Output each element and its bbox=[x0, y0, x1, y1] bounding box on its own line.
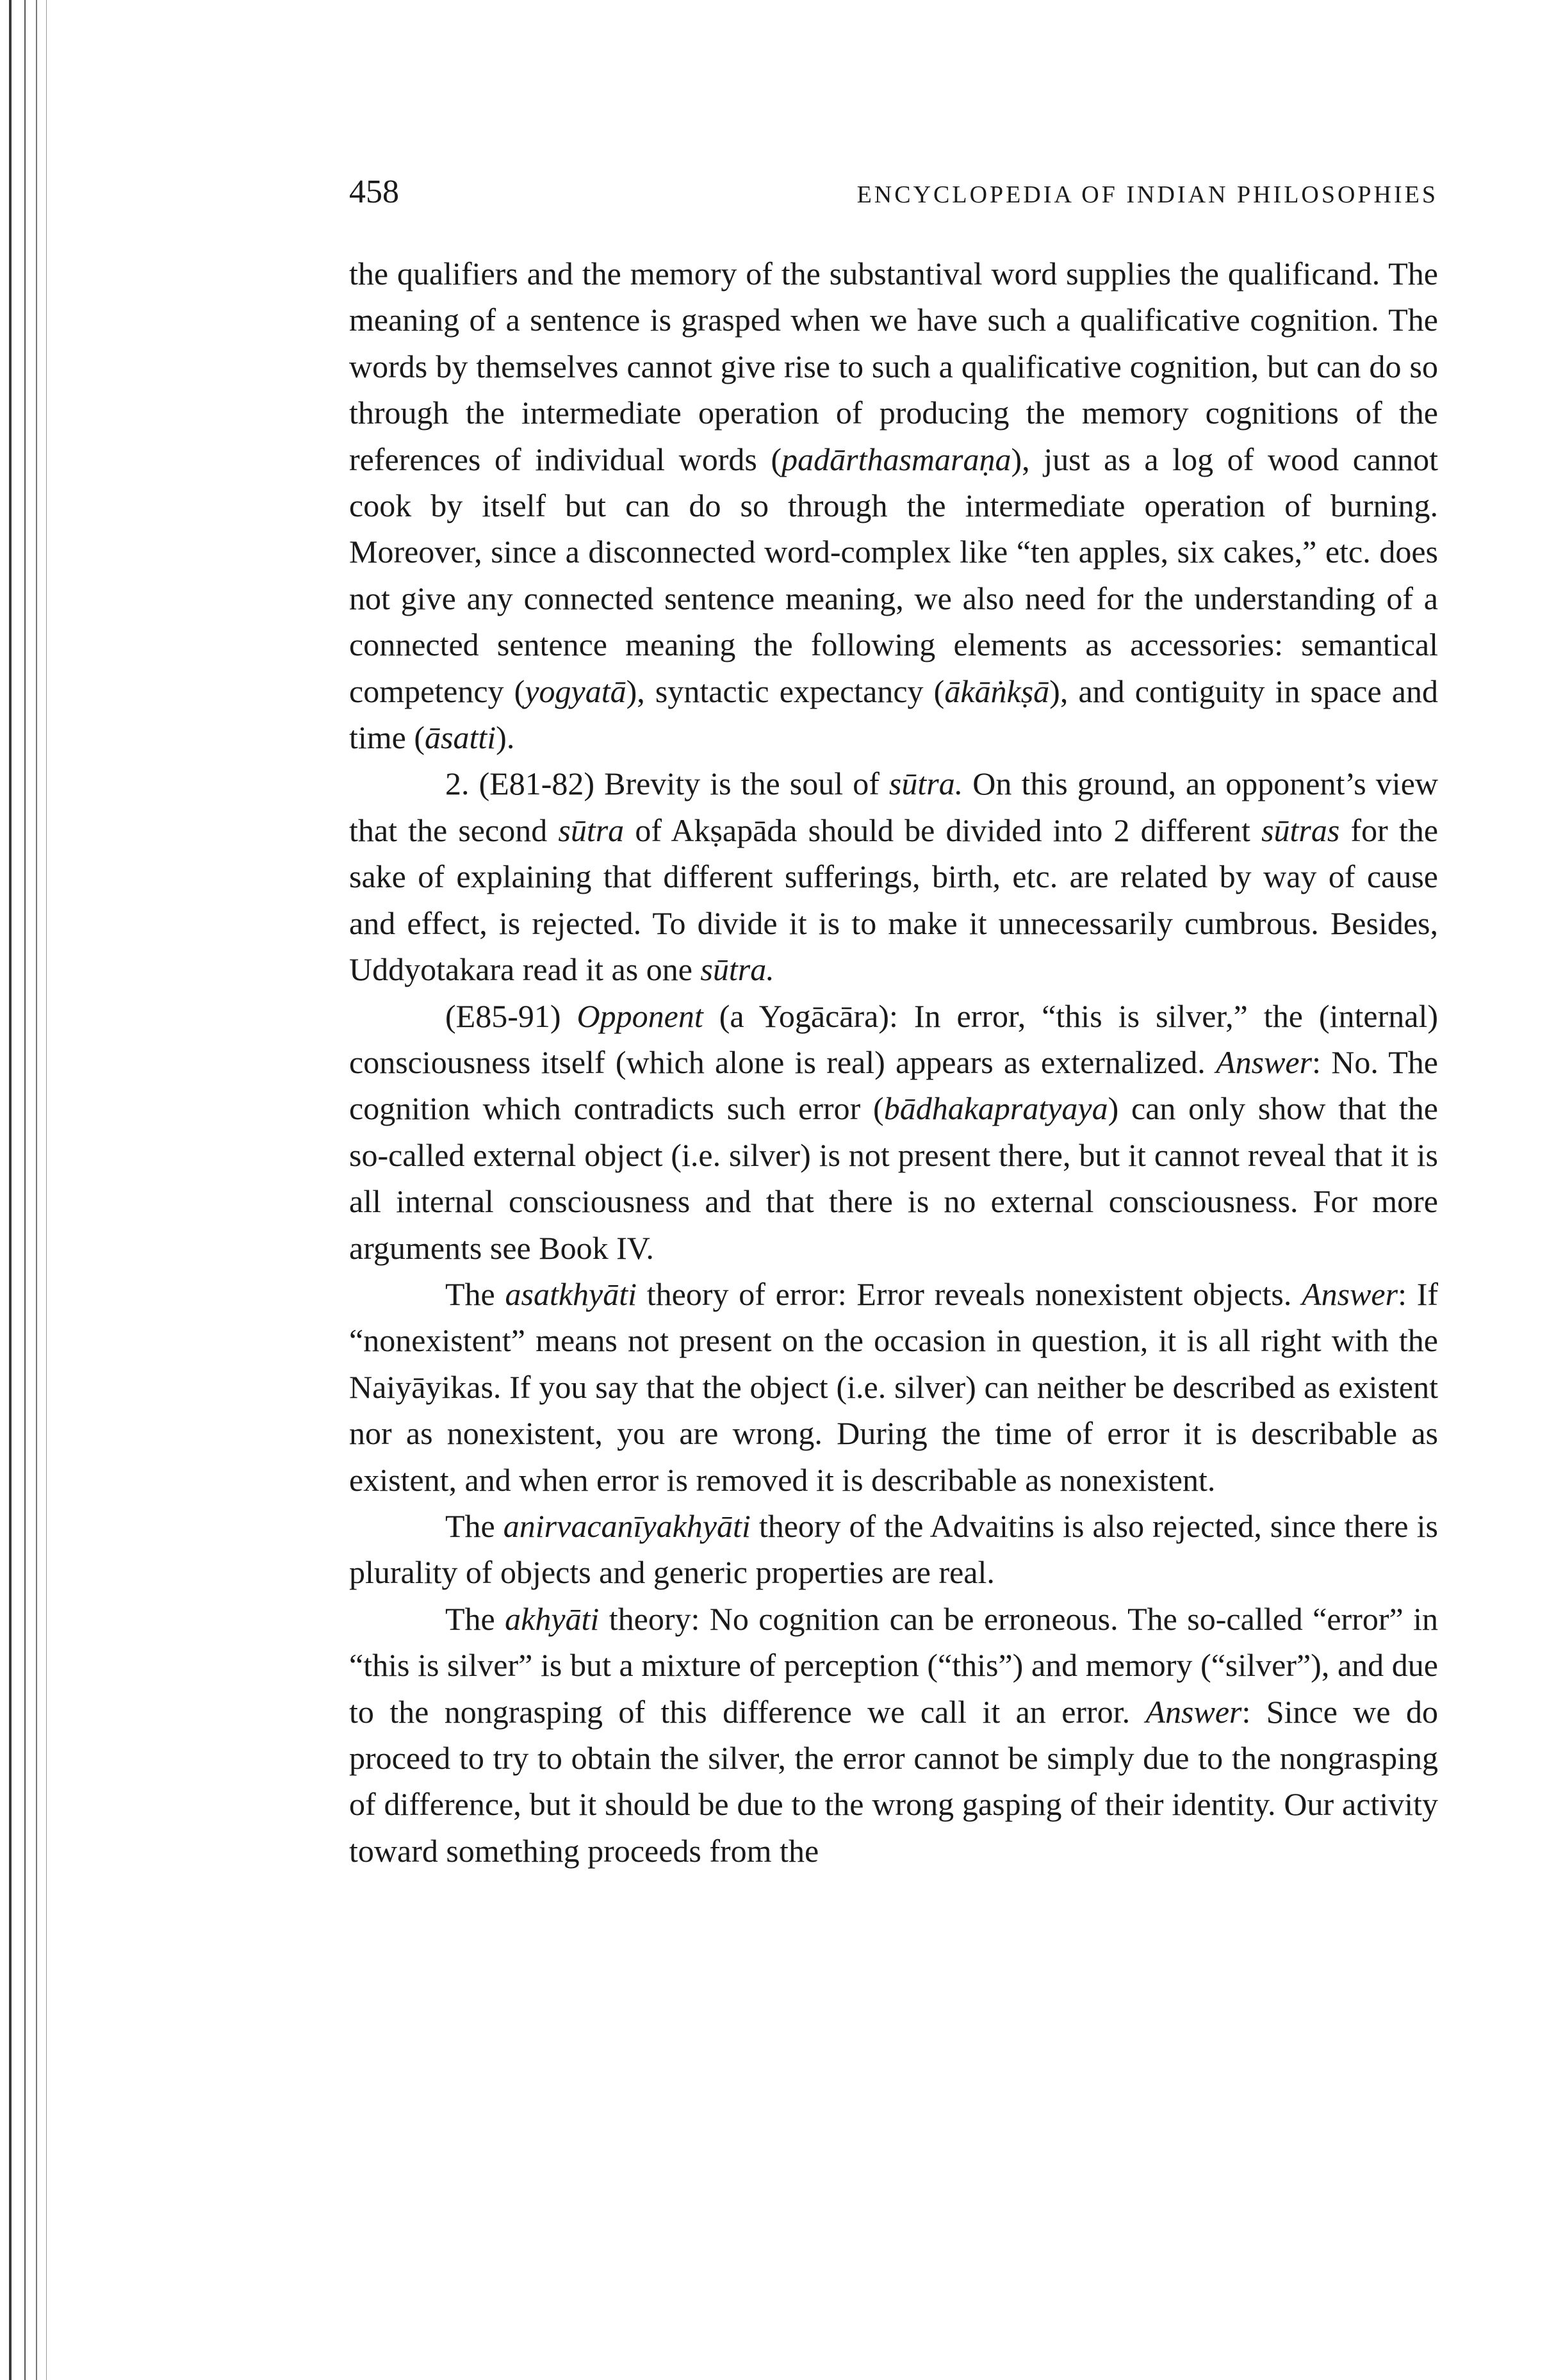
body-text bbox=[349, 250, 1438, 1874]
paragraph bbox=[349, 1271, 1438, 1503]
text-run: of Akṣapāda should be divided into 2 different bbox=[624, 812, 1262, 848]
italic-term: Answer bbox=[1302, 1276, 1398, 1312]
text-run: : Since we do proceed to try to obtain the silver, the error cannot be simply due to the nongrasping of difference, but it should be due to the wrong gasping of their identity. Our activity toward something proceeds from the bbox=[349, 1693, 1438, 1869]
paragraph bbox=[349, 760, 1438, 992]
binding-edge-line bbox=[46, 0, 47, 2380]
binding-edge-line bbox=[24, 0, 26, 2380]
italic-term: sūtra. bbox=[888, 766, 963, 802]
italic-term: Opponent bbox=[577, 997, 703, 1034]
text-run: theory: No cognition can be erroneous. The so-called “error” in “this is silver” is but a mixture of perception (“this”) and memory (“silver”), and due to the nongrasping of this difference we call it an error. bbox=[349, 1600, 1439, 1730]
book-page bbox=[349, 173, 1438, 1874]
paragraph bbox=[349, 1503, 1438, 1596]
running-title: ENCYCLOPEDIA OF INDIAN PHILOSOPHIES bbox=[856, 181, 1438, 208]
text-run: ), and contiguity in space and time ( bbox=[349, 673, 1438, 756]
text-run: theory of error: Error reveals nonexistent objects. bbox=[637, 1276, 1302, 1312]
italic-term: yogyatā bbox=[525, 673, 626, 709]
italic-term: padārthasmaraṇa bbox=[782, 441, 1011, 477]
text-run: the qualifiers and the memory of the substantival word supplies the qualificand. The meaning of a sentence is grasped when we have such a qualificative cognition. The words by themselves cannot give rise to such a qualificative cognition, but can do so through the intermediate operation of producing the memory cognitions of the references of individual words ( bbox=[349, 256, 1438, 477]
paragraph bbox=[349, 993, 1438, 1271]
text-run: for the sake of explaining that different sufferings, birth, etc. are related by way of cause and effect, is rejected. To divide it is to make it unnecessarily cumbrous. Besides, Uddyotakara read it as one bbox=[349, 812, 1439, 988]
text-run: ) can only show that the so-called external object (i.e. silver) is not present there, but it cannot reveal that it is all internal consciousness and that there is no external consciousness. For more arguments see Book IV. bbox=[349, 1090, 1438, 1266]
text-run: (a Yogācāra): In error, “this is silver,” the (internal) consciousness itself (which alone is real) appears as externalized. bbox=[349, 997, 1438, 1080]
italic-term: āsatti bbox=[425, 719, 496, 756]
text-run: ). bbox=[496, 719, 515, 756]
italic-term: Answer bbox=[1145, 1693, 1242, 1730]
italic-term: bādhakapratyaya bbox=[883, 1090, 1108, 1127]
italic-term: Answer bbox=[1216, 1044, 1313, 1080]
text-run: ), just as a log of wood cannot cook by itself but can do so through the intermediate operation of burning. Moreover, since a disconnected word-complex like “ten apples, six cakes,” etc. does not give any connected sentence meaning, we also need for the understanding of a connected sentence meaning the following elements as accessories: semantical competency ( bbox=[349, 441, 1438, 709]
text-run: ), syntactic expectancy ( bbox=[626, 673, 945, 709]
text-run: On this ground, an opponent’s view that the second bbox=[349, 766, 1438, 848]
italic-term: ākāṅkṣā bbox=[944, 673, 1050, 709]
italic-term: sūtra. bbox=[700, 951, 774, 988]
running-head bbox=[349, 173, 1438, 211]
binding-edge-line bbox=[36, 0, 37, 2380]
italic-term: anirvacanīyakhyāti bbox=[503, 1507, 751, 1544]
text-run: theory of the Advaitins is also rejected, since there is plurality of objects and generic properties are real. bbox=[349, 1507, 1438, 1591]
italic-term: akhyāti bbox=[505, 1600, 600, 1637]
text-run: The bbox=[445, 1600, 505, 1637]
italic-term: sūtra bbox=[558, 812, 625, 848]
page-number: 458 bbox=[349, 174, 399, 210]
text-run: : If “nonexistent” means not present on the occasion in question, it is all right with the Naiyāyikas. If you say that the object (i.e. silver) can neither be described as existent nor as nonexistent, you are wrong. During the time of error it is describable as existent, and when error is removed it is describable as nonexistent. bbox=[349, 1276, 1438, 1498]
paragraph bbox=[349, 1596, 1438, 1874]
binding-edge-line bbox=[9, 0, 12, 2380]
text-run: (E85-91) bbox=[445, 997, 577, 1034]
italic-term: sūtras bbox=[1261, 812, 1340, 848]
italic-term: asatkhyāti bbox=[505, 1276, 637, 1312]
text-run: The bbox=[445, 1276, 505, 1312]
text-run: 2. (E81-82) Brevity is the soul of bbox=[445, 766, 889, 802]
paragraph bbox=[349, 250, 1438, 760]
text-run: : No. The cognition which contradicts such error ( bbox=[349, 1044, 1438, 1127]
text-run: The bbox=[445, 1507, 503, 1544]
